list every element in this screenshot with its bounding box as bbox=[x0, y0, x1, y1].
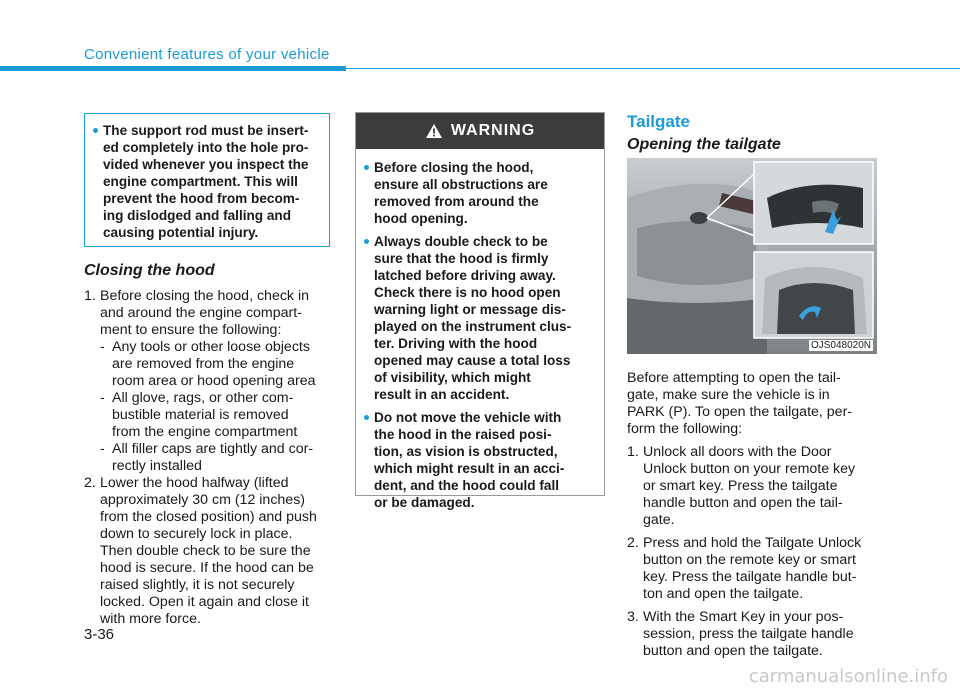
warning-line: latched before driving away. bbox=[374, 268, 556, 283]
step-line: Before closing the hood, check in bbox=[100, 288, 310, 304]
warning-line: result in an accident. bbox=[374, 387, 510, 402]
tailgate-illustration bbox=[627, 158, 877, 354]
tailgate-title: Tailgate bbox=[627, 112, 690, 131]
tailgate-body bbox=[627, 370, 877, 660]
step-line: button on the remote key or smart bbox=[643, 552, 856, 568]
warning-line: opened may cause a total loss bbox=[374, 353, 571, 368]
step-line: ton and open the tailgate. bbox=[643, 586, 804, 602]
tailgate-figure bbox=[627, 158, 877, 354]
step-2 bbox=[84, 475, 334, 628]
step-line: button and open the tailgate. bbox=[643, 643, 823, 659]
warning-line: Do not move the vehicle with bbox=[374, 410, 562, 425]
dash-line: from the engine compartment bbox=[112, 424, 298, 440]
step-line: Unlock all doors with the Door bbox=[643, 444, 832, 460]
bullet-icon bbox=[93, 128, 98, 133]
warning-body bbox=[356, 149, 604, 511]
step-line: with more force. bbox=[100, 611, 201, 627]
step-line: handle button and open the tail- bbox=[643, 495, 843, 511]
warning-label: WARNING bbox=[450, 122, 536, 139]
dash-mark: - bbox=[100, 441, 105, 457]
tailgate-subtitle: Opening the tailgate bbox=[627, 136, 781, 153]
step-line: Then double check to be sure the bbox=[100, 543, 311, 559]
step-1 bbox=[84, 288, 334, 339]
note-bullet bbox=[93, 122, 321, 241]
warning-line: played on the instrument clus- bbox=[374, 319, 572, 334]
step-line: Press and hold the Tailgate Unlock bbox=[643, 535, 862, 551]
note-line: prevent the hood from becom- bbox=[103, 191, 300, 206]
warning-line: ensure all obstructions are bbox=[374, 177, 548, 192]
step-number: 3. bbox=[627, 609, 639, 625]
warning-line: Before closing the hood, bbox=[374, 160, 534, 175]
dash-item-2 bbox=[84, 390, 334, 441]
dash-line: All filler caps are tightly and cor- bbox=[112, 441, 314, 457]
step-line: down to securely lock in place. bbox=[100, 526, 293, 542]
warning-line: or be damaged. bbox=[374, 495, 475, 510]
warning-item-2 bbox=[364, 233, 596, 403]
dash-line: room area or hood opening area bbox=[112, 373, 316, 389]
dash-line: rectly installed bbox=[112, 458, 202, 474]
step-number: 2. bbox=[627, 535, 639, 551]
step-line: session, press the tailgate handle bbox=[643, 626, 854, 642]
note-line: engine compartment. This will bbox=[103, 174, 298, 189]
step-line: raised slightly, it is not securely bbox=[100, 577, 295, 593]
dash-item-1 bbox=[84, 339, 334, 390]
step-line: ment to ensure the following: bbox=[100, 322, 282, 338]
step-line: from the closed position) and push bbox=[100, 509, 317, 525]
figure-caption: OJS048020N bbox=[810, 340, 871, 351]
step-line: or smart key. Press the tailgate bbox=[643, 478, 838, 494]
bullet-icon bbox=[364, 165, 369, 170]
intro-line: form the following: bbox=[627, 421, 743, 437]
warning-line: dent, and the hood could fall bbox=[374, 478, 560, 493]
tailgate-step-3 bbox=[627, 609, 877, 660]
step-line: locked. Open it again and close it bbox=[100, 594, 310, 610]
note-box bbox=[84, 113, 330, 247]
step-line: Unlock button on your remote key bbox=[643, 461, 856, 477]
watermark: carmanualsonline.info bbox=[748, 666, 948, 687]
step-line: approximately 30 cm (12 inches) bbox=[100, 492, 306, 508]
header-rule-thin bbox=[346, 68, 960, 69]
intro-line: PARK (P). To open the tailgate, per- bbox=[627, 404, 853, 420]
warning-header bbox=[356, 113, 604, 149]
warning-line: Check there is no hood open bbox=[374, 285, 561, 300]
step-line: hood is secure. If the hood can be bbox=[100, 560, 314, 576]
warning-line: Always double check to be bbox=[374, 234, 548, 249]
intro-line: gate, make sure the vehicle is in bbox=[627, 387, 830, 403]
warning-line: the hood in the raised posi- bbox=[374, 427, 552, 442]
warning-line: which might result in an acci- bbox=[374, 461, 565, 476]
warning-item-3 bbox=[364, 409, 596, 511]
tailgate-step-2 bbox=[627, 535, 877, 603]
step-line: and around the engine compart- bbox=[100, 305, 302, 321]
step-line: With the Smart Key in your pos- bbox=[643, 609, 844, 625]
dash-line: bustible material is removed bbox=[112, 407, 289, 423]
bullet-icon bbox=[364, 415, 369, 420]
dash-line: All glove, rags, or other com- bbox=[112, 390, 294, 406]
step-number: 1. bbox=[84, 288, 96, 304]
note-line: ing dislodged and falling and bbox=[103, 208, 292, 223]
section-title: Convenient features of your vehicle bbox=[84, 46, 330, 63]
closing-hood-title: Closing the hood bbox=[84, 262, 215, 279]
warning-box bbox=[355, 112, 605, 510]
page-number: 3-36 bbox=[84, 626, 115, 643]
note-line: vided whenever you inspect the bbox=[103, 157, 309, 172]
warning-line: removed from around the bbox=[374, 194, 539, 209]
step-number: 1. bbox=[627, 444, 639, 460]
tailgate-step-1 bbox=[627, 444, 877, 529]
warning-line: tion, as vision is obstructed, bbox=[374, 444, 558, 459]
step-line: gate. bbox=[643, 512, 675, 528]
note-line: The support rod must be insert- bbox=[103, 123, 309, 138]
warning-line: ter. Driving with the hood bbox=[374, 336, 538, 351]
warning-line: hood opening. bbox=[374, 211, 468, 226]
note-line: causing potential injury. bbox=[103, 225, 259, 240]
dash-mark: - bbox=[100, 390, 105, 406]
step-line: key. Press the tailgate handle but- bbox=[643, 569, 857, 585]
header-rule-thick bbox=[0, 66, 346, 71]
intro-line: Before attempting to open the tail- bbox=[627, 370, 841, 386]
dash-mark: - bbox=[100, 339, 105, 355]
step-number: 2. bbox=[84, 475, 96, 491]
bullet-icon bbox=[364, 239, 369, 244]
closing-hood-steps bbox=[84, 288, 334, 628]
step-line: Lower the hood halfway (lifted bbox=[100, 475, 289, 491]
dash-item-3 bbox=[84, 441, 334, 475]
warning-line: sure that the hood is firmly bbox=[374, 251, 549, 266]
warning-line: of visibility, which might bbox=[374, 370, 531, 385]
warning-triangle-icon bbox=[425, 123, 443, 139]
warning-line: warning light or message dis- bbox=[374, 302, 566, 317]
note-line: ed completely into the hole pro- bbox=[103, 140, 309, 155]
warning-item-1 bbox=[364, 159, 596, 227]
dash-line: Any tools or other loose objects bbox=[112, 339, 310, 355]
dash-line: are removed from the engine bbox=[112, 356, 295, 372]
